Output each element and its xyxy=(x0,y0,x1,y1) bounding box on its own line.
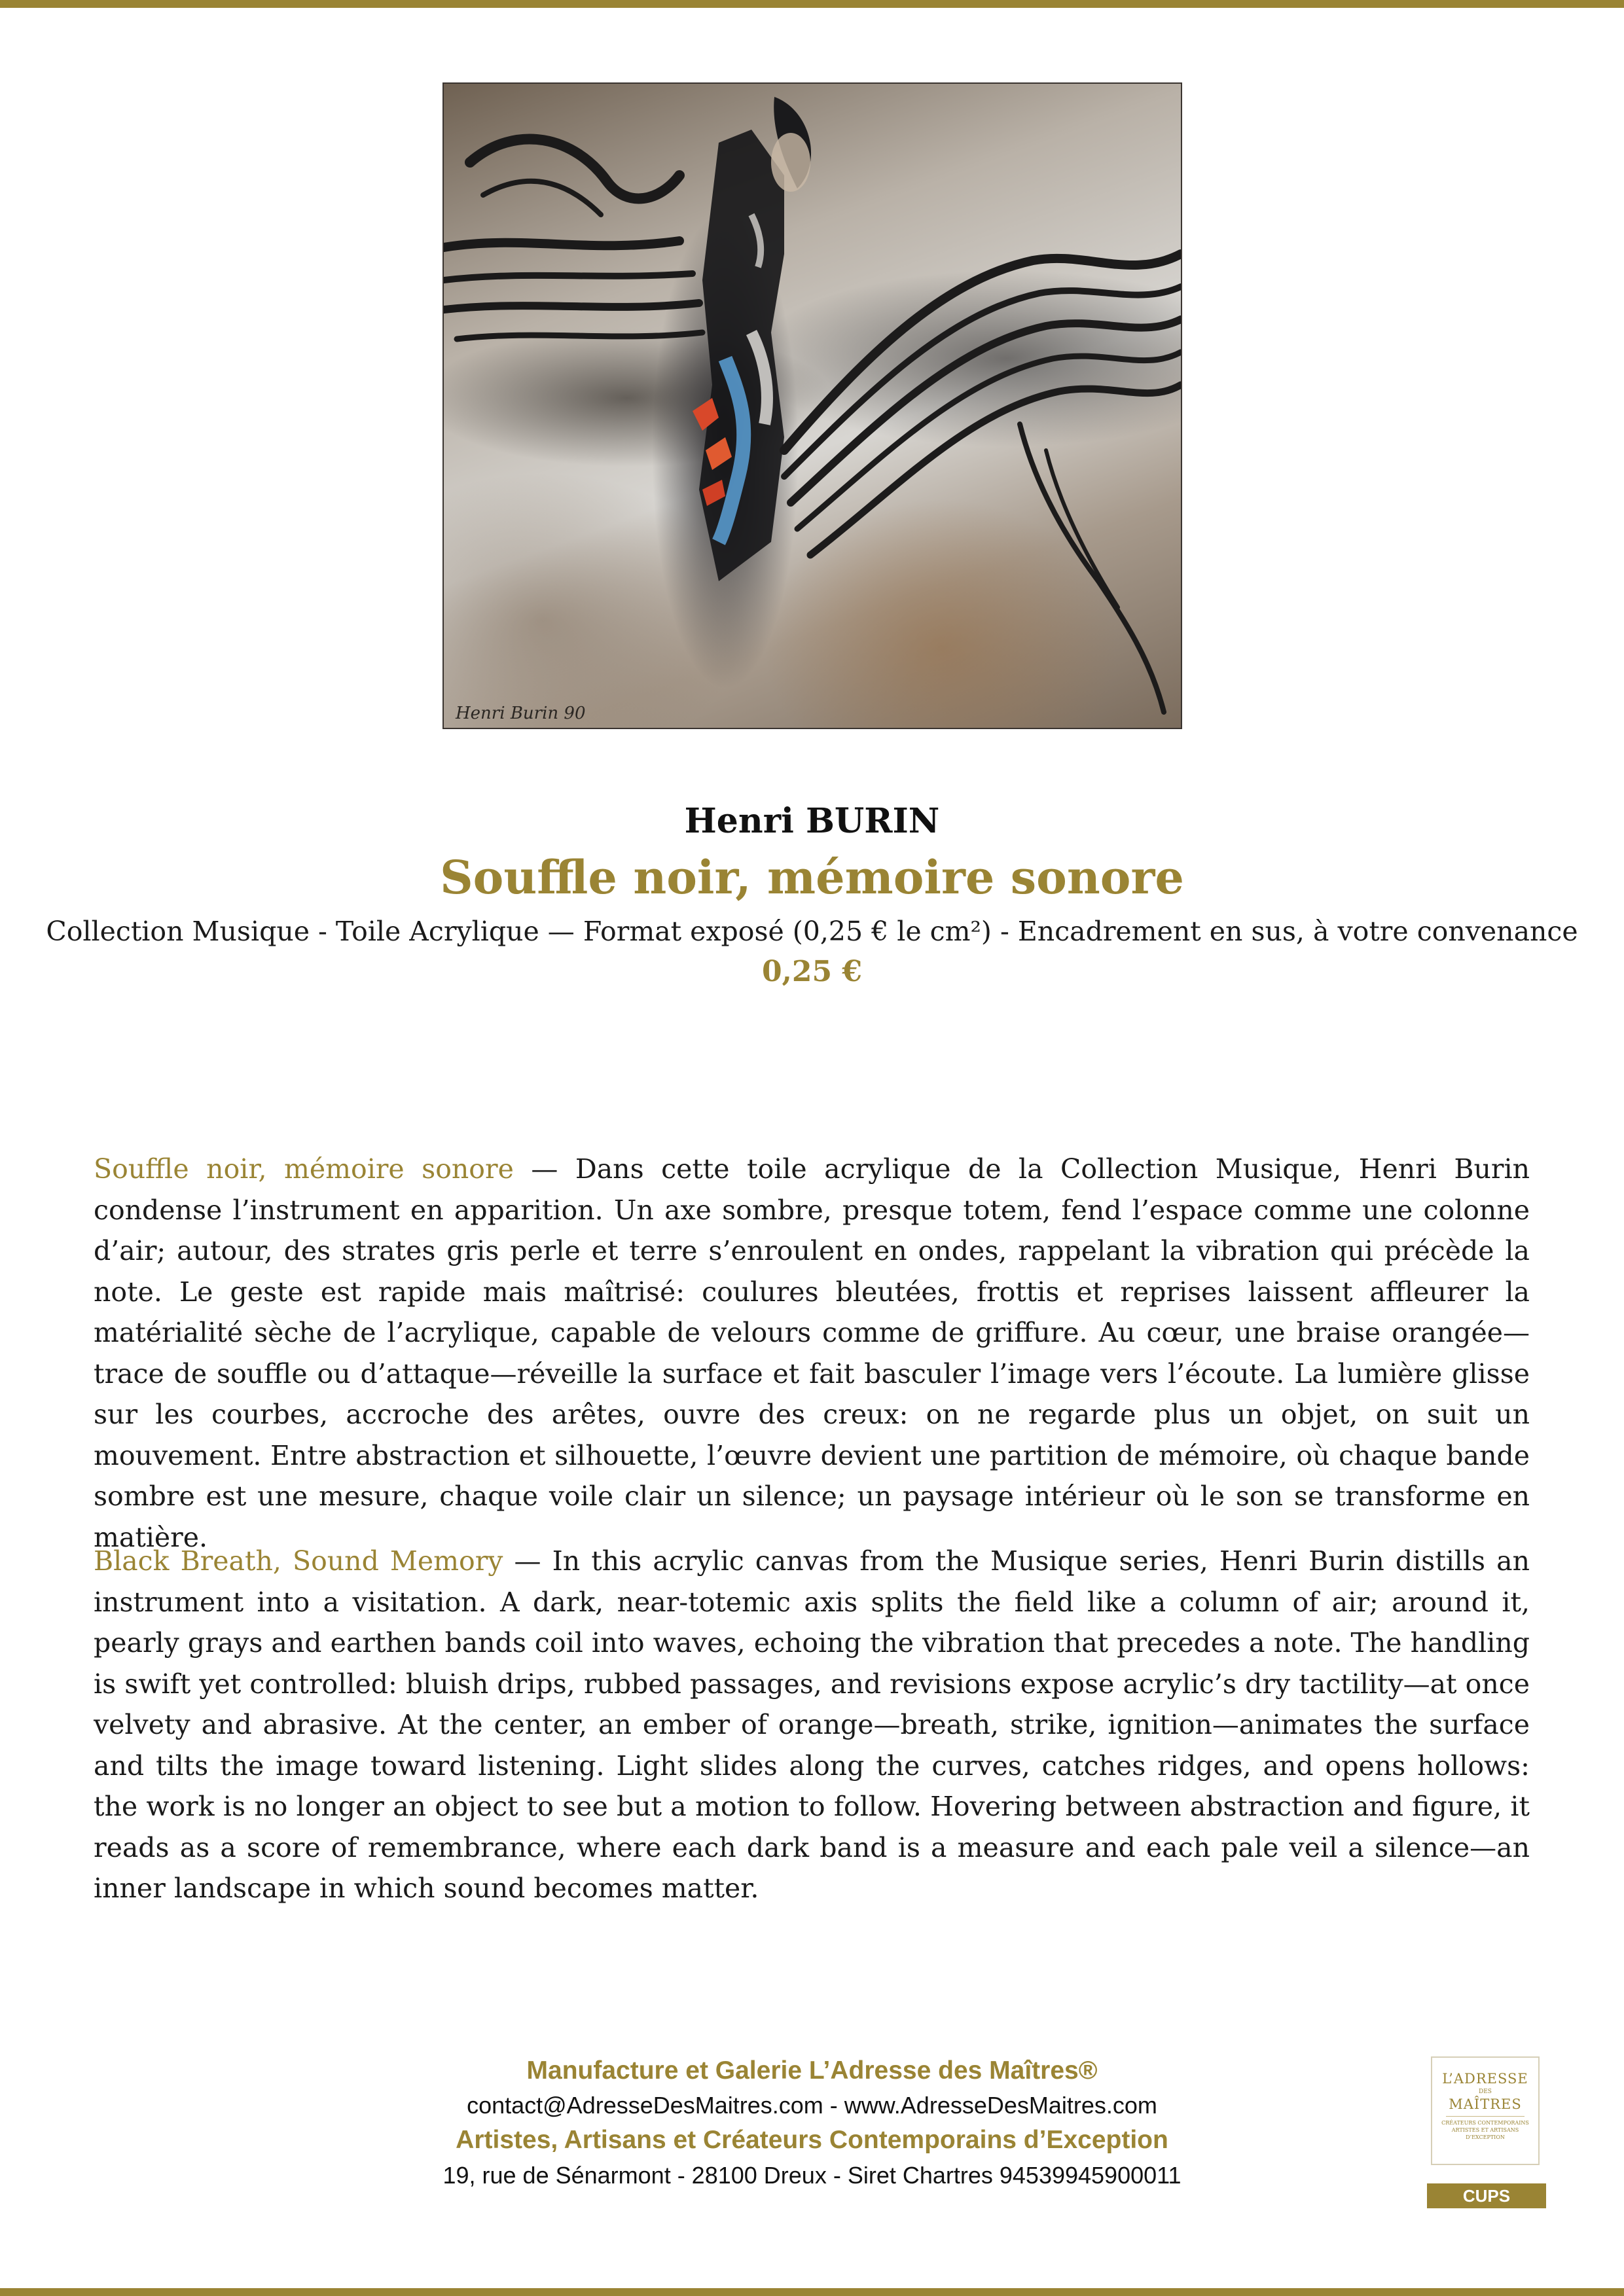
description-en-body: — In this acrylic canvas from the Musique series, Henri Burin distills an instrument into a visitation. A dark, near-totemic axis splits the field like a column of air; around it, pearly grays and earthen bands coil into waves, echoing the vibration that precedes a note. The handling is swift yet controlled: bluish drips, rubbed passages, and revisions expose acrylic’s dry tactility—at once velvety and abrasive. At the center, an ember of orange—breath, strike, ignition—animates the surface and tilts the image toward listening. Light slides along the curves, catches ridges, and opens hollows: the work is no longer an object to see but a motion to follow. Hovering between abstraction and figure, it reads as a score of remembrance, where each dark band is a measure and each pale veil a silence—an inner landscape in which sound becomes matter. xyxy=(94,1545,1530,1904)
footer-contact: contact@AdresseDesMaitres.com - www.AdresseDesMaitres.com xyxy=(467,2092,1157,2119)
footer-address: 19, rue de Sénarmont - 28100 Dreux - Siret Chartres 94539945900011 xyxy=(442,2162,1182,2189)
description-fr xyxy=(94,1149,1530,1558)
central-totem xyxy=(693,97,811,581)
logo-line2: DES xyxy=(1479,2089,1492,2095)
artwork-painting xyxy=(444,84,1181,728)
description-fr-lead: Souffle noir, mémoire sonore xyxy=(94,1153,514,1185)
logo-divider xyxy=(1446,2116,1525,2117)
footer xyxy=(327,2053,1297,2193)
logo-line3: MAÎTRES xyxy=(1449,2096,1522,2112)
footer-tagline: Artistes, Artisans et Créateurs Contemporains d’Exception xyxy=(456,2126,1168,2154)
description-en xyxy=(94,1541,1530,1909)
description-en-lead: Black Breath, Sound Memory xyxy=(94,1545,503,1577)
artwork-title: Souffle noir, mémoire sonore xyxy=(440,850,1184,905)
artwork-price: 0,25 € xyxy=(761,955,863,988)
gallery-logo xyxy=(1431,2056,1540,2165)
footer-gallery-name: Manufacture et Galerie L’Adresse des Maîtres® xyxy=(526,2056,1098,2085)
wave-strokes-left xyxy=(444,139,702,339)
logo-line1: L’ADRESSE xyxy=(1442,2071,1528,2087)
artist-name: Henri BURIN xyxy=(684,801,940,841)
cups-badge: CUPS xyxy=(1427,2183,1546,2208)
artwork-signature: Henri Burin 90 xyxy=(456,704,586,723)
artwork-subtitle: Collection Musique - Toile Acrylique — Format exposé (0,25 € le cm²) - Encadrement en sus, à votre convenance xyxy=(46,916,1578,947)
logo-tagline: CRÉATEURS CONTEMPORAINS ARTISTES ET ARTISANS D’EXCEPTION xyxy=(1441,2120,1529,2140)
bottom-border xyxy=(0,2288,1624,2296)
artwork-image xyxy=(444,84,1181,728)
wave-strokes-right xyxy=(784,254,1181,712)
top-border xyxy=(0,0,1624,8)
artwork-header xyxy=(0,795,1624,992)
description-fr-body: — Dans cette toile acrylique de la Collection Musique, Henri Burin condense l’instrument en apparition. Un axe sombre, presque totem, fend l’espace comme une colonne d’air; autour, des strates gris perle et terre s’enroulent en ondes, rappelant la vibration qui précède la note. Le geste est rapide mais maîtrisé: coulures bleutées, frottis et reprises laissent affleurer la matérialité sèche de l’acrylique, capable de velours comme de griffure. Au cœur, une braise orangée—trace de souffle ou d’attaque—réveille la surface et fait basculer l’image vers l’écoute. La lumière glisse sur les courbes, accroche des arêtes, ouvre des creux: on ne regarde plus un objet, on suit un mouvement. Entre abstraction et silhouette, l’œuvre devient une partition de mémoire, où chaque bande sombre est une mesure, chaque voile clair un silence; un paysage intérieur où le son se transforme en matière. xyxy=(94,1153,1530,1553)
